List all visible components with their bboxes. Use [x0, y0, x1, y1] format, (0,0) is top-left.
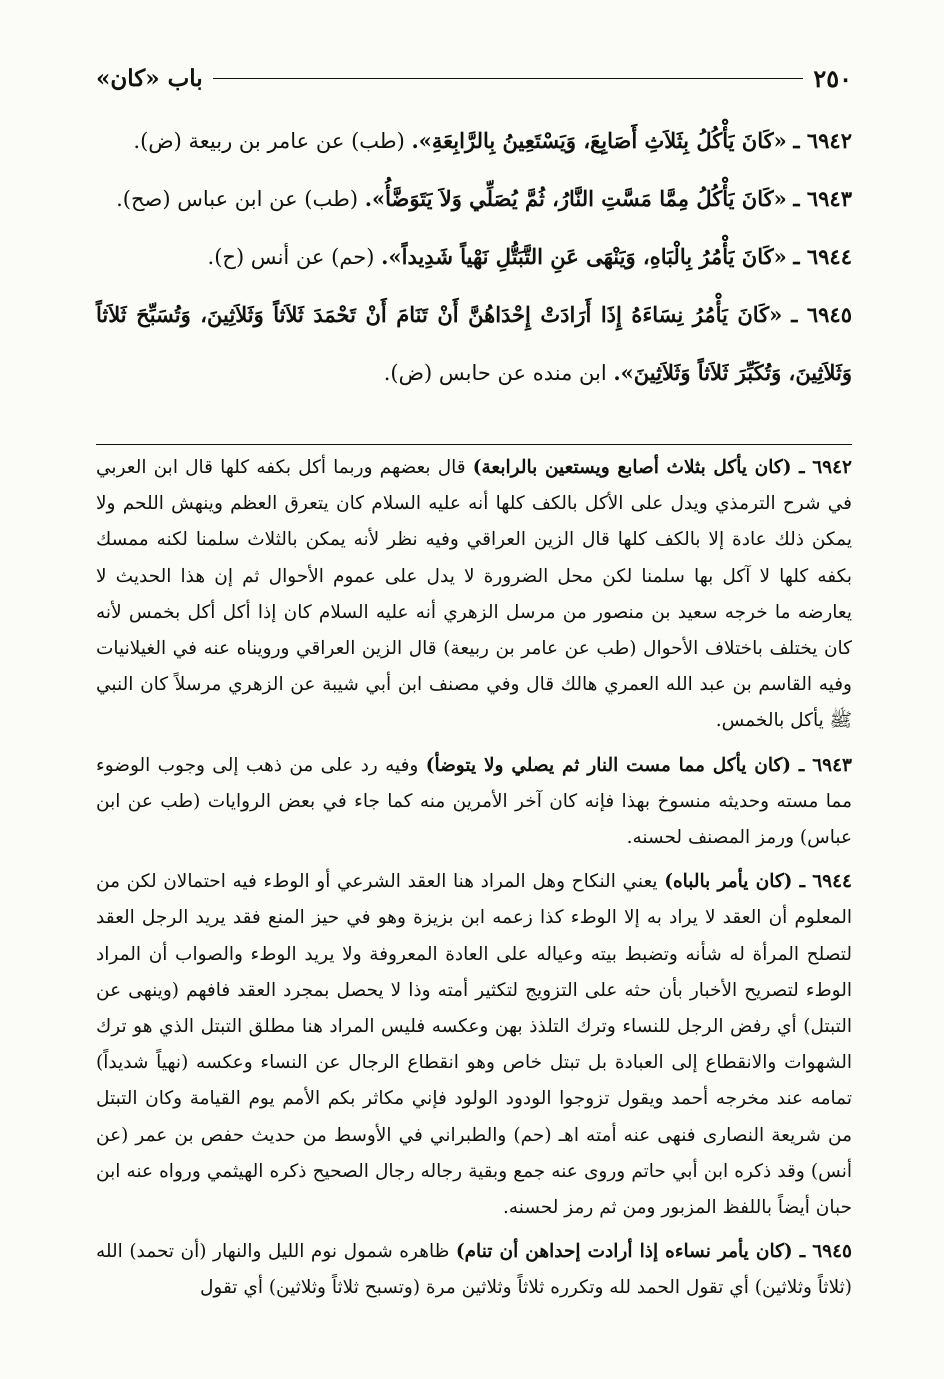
- hadith-number: ٦٩٤٢ ـ: [793, 128, 852, 153]
- hadith-text: «كَانَ يَأْمُرُ بِالْبَاهِ، وَيَنْهَى عَنِ التَّبَتُّلِ نَهْياً شَدِيداً».: [381, 244, 787, 269]
- commentary-lead: ٦٩٤٢ ـ (كان يأكل بثلاث أصابع ويستعين بالرابعة): [472, 457, 852, 478]
- commentary-lead: ٦٩٤٥ ـ (كان يأمر نساءه إذا أرادت إحداهن أن تنام): [455, 1241, 852, 1263]
- hadith-6945: [96, 286, 852, 402]
- hadith-number: ٦٩٤٤ ـ: [793, 244, 852, 269]
- hadith-6944: [96, 228, 852, 286]
- hadith-text: «كَانَ يَأْكُلُ مِمَّا مَسَّتِ النَّارُ، ثُمَّ يُصَلِّي وَلاَ يَتَوَضَّأُ».: [364, 186, 787, 211]
- commentary-text: ظاهره شمول نوم الليل والنهار (أن تحمد) الله (ثلاثاً وثلاثين) أي تقول الحمد لله وتكرره ثلاثاً وثلاثين مرة (وتسبح ثلاثاً وثلاثين) أي تقول: [96, 1241, 852, 1299]
- commentary-6945: [96, 1234, 852, 1306]
- commentary-lead: ٦٩٤٣ ـ (كان يأكل مما مست النار ثم يصلي ولا يتوضأ): [425, 754, 852, 776]
- page-number: ٢٥٠: [813, 63, 852, 93]
- hadith-6942: [96, 112, 852, 170]
- header-rule: [213, 78, 804, 79]
- hadith-number: ٦٩٤٥ ـ: [791, 302, 852, 327]
- commentary-text: يعني النكاح وهل المراد هنا العقد الشرعي أو الوطء فيه احتمالان لكن من المعلوم أن العقد لا يراد به إلا الوطء كذا زعمه ابن بزيزة وهو في حيز المنع فقد يريد الرجل العقد لتصلح المرأة له شأنه وتضبط بيته وعياله على العادة المعروفة ولا يريد الوطء والصواب أن المراد الوطء لتصريح الأخبار بأن حثه على التزويج لتكثير أمته وذا لا يحصل بمجرد العقد فافهم (وينهى عن التبتل) أي رفض الرجل للنساء وترك التلذذ بهن وعكسه فليس المراد هنا مطلق التبتل الذي هو ترك الشهوات والانقطاع إلى العبادة بل تبتل خاص وهو انقطاع الرجال عن النساء وعكسه (نهياً شديداً) تمامه عند مخرجه أحمد ويقول تزوجوا الودود الولود فإني مكاثر بكم الأمم يوم القيامة وكان التبتل من شريعة النصارى فنهى عنه أمته اهـ (حم) والطبراني في الأوسط من حديث حفص بن عمر (عن أنس) وقد ذكره ابن أبي حاتم وروى عنه جمع وبقية رجاله رجال الصحيح ذكره الهيثمي ورواه عنه ابن حبان أيضاً باللفظ المزبور ومن ثم رمز لحسنه.: [96, 871, 852, 1219]
- commentary-6943: [96, 748, 852, 857]
- page-header: [96, 60, 852, 96]
- hadith-source: (طب) عن ابن عباس (صح).: [116, 187, 359, 211]
- running-title: باب «كان»: [96, 64, 203, 92]
- commentary-6942: [96, 450, 852, 740]
- hadith-source: ابن منده عن حابس (ض).: [383, 361, 607, 385]
- commentary-section: [96, 450, 852, 1315]
- hadith-texts: [96, 112, 852, 402]
- section-separator: [96, 444, 852, 445]
- commentary-6944: [96, 864, 852, 1226]
- commentary-lead: ٦٩٤٤ ـ (كان يأمر بالباه): [664, 871, 852, 893]
- commentary-text: وفيه رد على من ذهب إلى وجوب الوضوء مما مسته وحديثه منسوخ بهذا فإنه كان آخر الأمرين منه كما جاء في بعض الروايات (طب عن ابن عباس) ورمز المصنف لحسنه.: [96, 754, 852, 849]
- hadith-6943: [96, 170, 852, 228]
- hadith-number: ٦٩٤٣ ـ: [793, 186, 852, 211]
- hadith-text: «كَانَ يَأْمُرُ نِسَاءَهُ إِذَا أَرَادَتْ إِحْدَاهُنَّ أَنْ تَنَامَ أَنْ تَحْمَدَ ثَلاَثاً وَثَلاَثِينَ، وَتُسَبِّحَ ثَلاَثاً وَثَلاَثِينَ، وَتُكَبِّرَ ثَلاَثاً وَثَلاَثِينَ».: [96, 302, 852, 385]
- hadith-source: (طب) عن عامر بن ربيعة (ض).: [133, 129, 405, 153]
- hadith-text: «كَانَ يَأْكُلُ بِثَلاَثِ أَصَابِعَ، وَيَسْتَعِينُ بِالرَّابِعَةِ».: [411, 128, 787, 153]
- commentary-text: قال بعضهم وربما أكل بكفه كلها قال ابن العربي في شرح الترمذي ويدل على الأكل بالكف كلها أنه عليه السلام كان يتعرق العظم وينهش اللحم ولا يمكن ذلك عادة إلا بالكف كلها قال الزين العراقي وفيه نظر لأنه يمكن بالثلاث سلمنا لكنه ممسك بكفه كلها لا آكل بها سلمنا لكن محل الضرورة لا يدل على عموم الأحوال ثم إن هذا الحديث لا يعارضه ما خرجه سعيد بن منصور من مرسل الزهري أنه عليه السلام كان إذا أكل أكل بخمس لأنه كان يختلف باختلاف الأحوال (طب عن عامر بن ربيعة) قال الزين العراقي ورويناه عنه في الغيلانيات وفيه القاسم بن عبد الله العمري هالك قال وفي مصنف ابن أبي شيبة عن الزهري مرسلاً كان النبي ﷺ يأكل بالخمس.: [96, 457, 852, 732]
- hadith-source: (حم) عن أنس (ح).: [207, 245, 375, 269]
